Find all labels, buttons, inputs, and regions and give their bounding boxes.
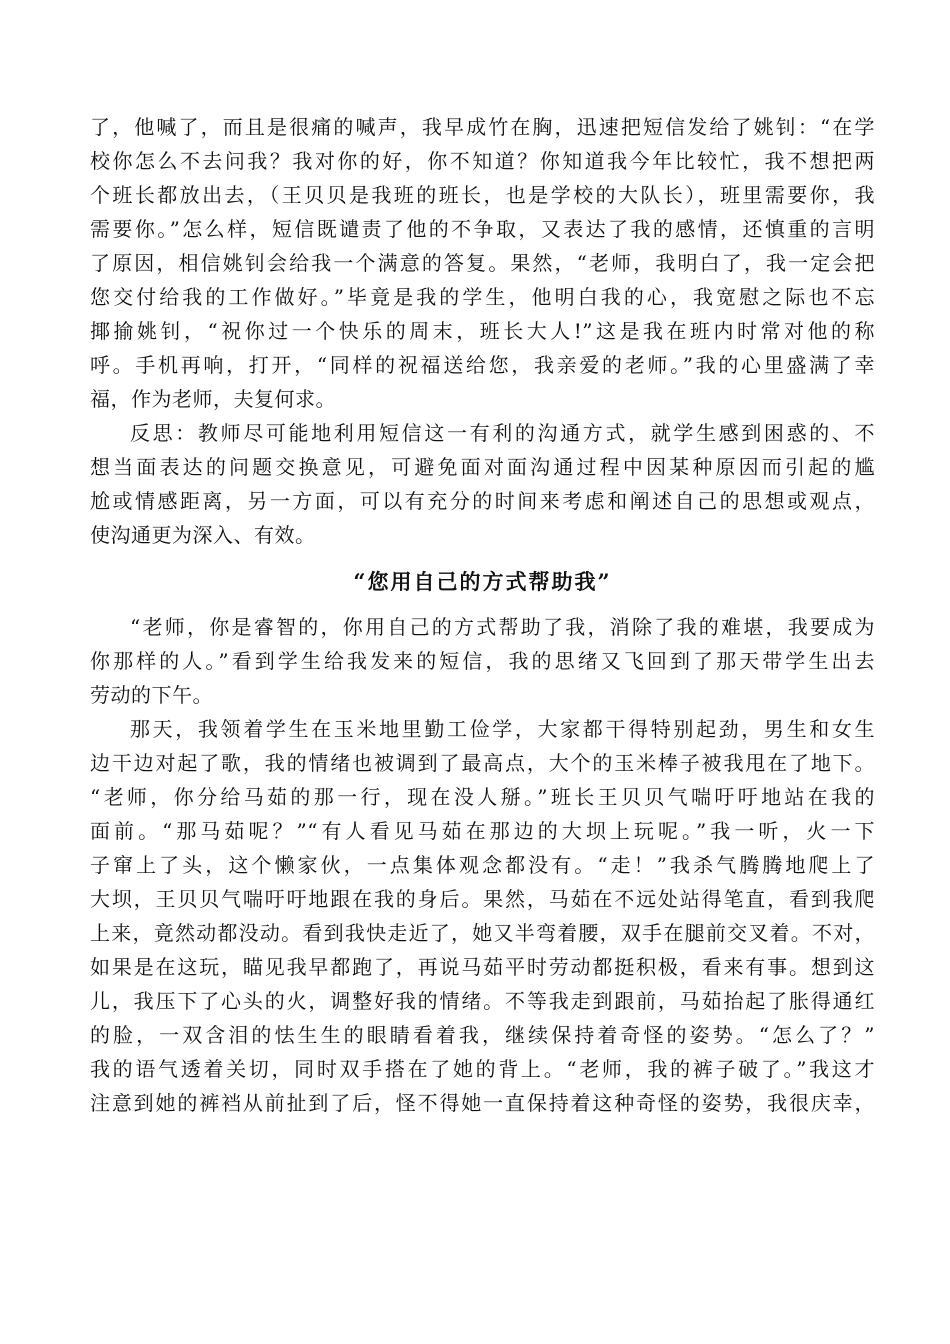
text-line: 边干边对起了歌，我的情绪也被调到了最高点，大个的玉米棒子被我甩在了地下。 (90, 751, 875, 775)
text-line: 大坝，王贝贝气喘吁吁地跟在我的身后。果然，马茹在不远处站得笔直，看到我爬 (90, 887, 875, 911)
text-line: 个班长都放出去，（王贝贝是我班的班长，也是学校的大队长），班里需要你，我 (90, 183, 875, 207)
text-line: 儿，我压下了心头的火，调整好我的情绪。不等我走到跟前，马茹抬起了胀得通红 (90, 989, 875, 1013)
text-line: 那天，我领着学生在玉米地里勤工俭学，大家都干得特别起劲，男生和女生 (130, 717, 875, 741)
text-line: 了原因，相信姚钊会给我一个满意的答复。果然，“老师，我明白了，我一定会把 (90, 251, 875, 275)
paragraph-reflection (90, 416, 875, 552)
text-line: 劳动的下午。 (90, 683, 213, 707)
text-line: 揶揄姚钊，“祝你过一个快乐的周末，班长大人!”这是我在班内时常对他的称 (90, 319, 875, 343)
text-line: “老师，你是睿智的，你用自己的方式帮助了我，消除了我的难堪，我要成为 (130, 615, 875, 639)
text-line: 反思：教师尽可能地利用短信这一有利的沟通方式，就学生感到困惑的、不 (130, 421, 875, 445)
text-line: 福，作为老师，夫复何求。 (90, 387, 336, 411)
text-line: 如果是在这玩，瞄见我早都跑了，再说马茹平时劳动都挺积极，看来有事。想到这 (90, 955, 875, 979)
document-body (90, 110, 875, 1120)
text-line: 了，他喊了，而且是很痛的喊声，我早成竹在胸，迅速把短信发给了姚钊：“在学 (90, 115, 875, 139)
text-line: 的脸，一双含泪的怯生生的眼睛看着我，继续保持着奇怪的姿势。“怎么了？” (90, 1023, 875, 1047)
text-line: 尬或情感距离，另一方面，可以有充分的时间来考虑和阐述自己的思想或观点， (90, 489, 875, 513)
text-line: 子窜上了头，这个懒家伙，一点集体观念都没有。“走！”我杀气腾腾地爬上了 (90, 853, 875, 877)
text-line: 你那样的人。”看到学生给我发来的短信，我的思绪又飞回到了那天带学生出去 (90, 649, 875, 673)
text-line: 注意到她的裤裆从前扯到了后，怪不得她一直保持着这种奇怪的姿势，我很庆幸， (90, 1091, 875, 1115)
section-heading: “您用自己的方式帮助我” (353, 569, 612, 594)
text-line: “老师，你分给马茹的那一行，现在没人掰。”班长王贝贝气喘吁吁地站在我的 (90, 785, 875, 809)
text-line: 使沟通更为深入、有效。 (90, 523, 316, 547)
paragraph-sms-story (90, 110, 875, 416)
text-line: 呼。手机再响，打开，“同样的祝福送给您，我亲爱的老师。”我的心里盛满了幸 (90, 353, 875, 377)
paragraph-corn-field (90, 712, 875, 1120)
text-line: 我的语气透着关切，同时双手搭在了她的背上。“老师，我的裤子破了。”我这才 (90, 1057, 875, 1081)
paragraph-student-message (90, 610, 875, 712)
text-line: 校你怎么不去问我？我对你的好，你不知道？你知道我今年比较忙，我不想把两 (90, 149, 875, 173)
text-line: 您交付给我的工作做好。”毕竟是我的学生，他明白我的心，我宽慰之际也不忘 (90, 285, 875, 309)
text-line: 上来，竟然动都没动。看到我快走近了，她又半弯着腰，双手在腿前交叉着。不对， (90, 921, 875, 945)
text-line: 想当面表达的问题交换意见，可避免面对面沟通过程中因某种原因而引起的尴 (90, 455, 875, 479)
text-line: 面前。“那马茹呢？”“有人看见马茹在那边的大坝上玩呢。”我一听，火一下 (90, 819, 875, 843)
text-line: 需要你。”怎么样，短信既谴责了他的不争取，又表达了我的感情，还慎重的言明 (90, 217, 875, 241)
